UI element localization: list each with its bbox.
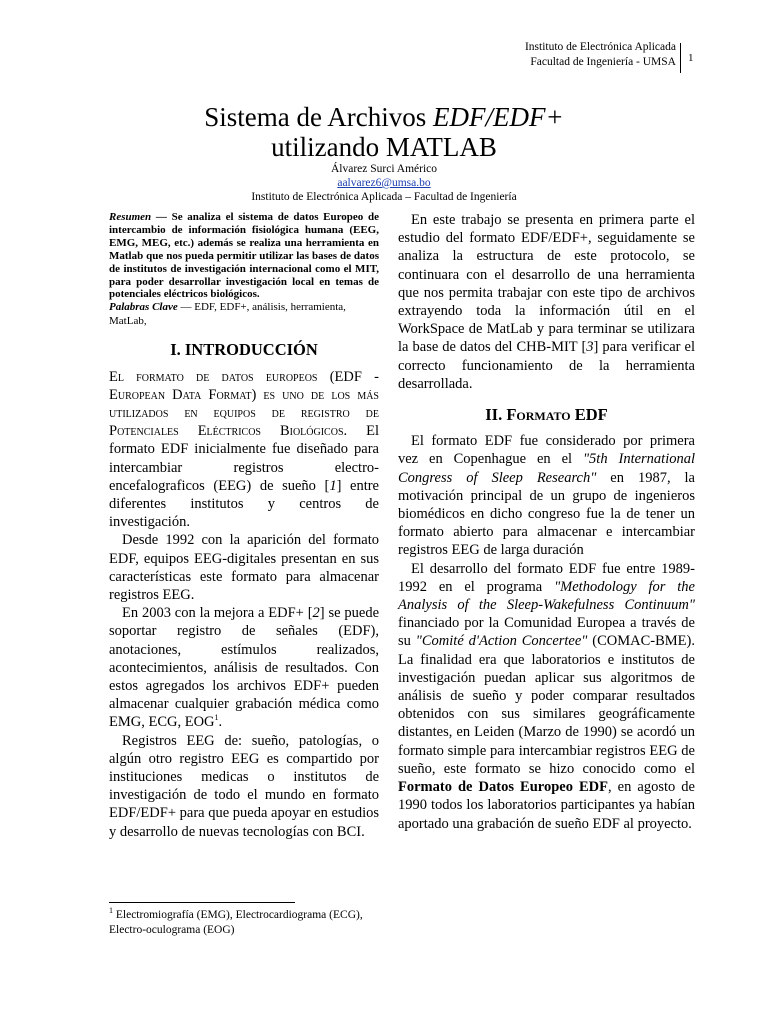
footnote-rule — [109, 902, 295, 903]
intro-paragraph-1 — [109, 368, 379, 532]
citation-1: 1 — [329, 477, 337, 494]
author-name: Álvarez Surci Américo — [330, 163, 437, 175]
section-heading-formato-edf — [398, 406, 695, 424]
edf-p2-text-b: financiado por la Comunidad Europea a través de su — [398, 615, 695, 650]
intro-smallcaps-lead: El formato de datos europeos (EDF - European Data Format) es uno de los más utilizados en equipos de registro de Potenciales Eléctricos Biológicos. — [109, 368, 379, 440]
abstract — [109, 211, 379, 301]
abstract-dash: — — [151, 211, 172, 223]
edf-p2-bold: Formato de Datos Europeo EDF — [398, 779, 608, 796]
running-header — [470, 40, 676, 70]
header-divider — [680, 43, 681, 73]
right-intro-text-a: En este trabajo se presenta en primera parte el estudio del formato EDF/EDF+, seguidamente se analiza la estructura de este protocolo, se continuara con el desarrollo de una herramienta que nos permita trabajar con este tipo de archivos extrayendo toda la información útil en el WorkSpace de MatLab y para terminar se utilizara la base de datos del CHB-MIT [ — [398, 212, 695, 356]
title-italic: EDF/EDF+ — [433, 102, 564, 132]
title-part1: Sistema de Archivos — [204, 102, 434, 132]
keywords-dash: — — [177, 301, 195, 314]
section2-smallcaps: Formato — [506, 405, 571, 425]
edf-p1-text-b: en 1987, la motivación principal de un grupo de ingenieros biomédicos en dicho congreso fue la de tener un formato abierto para almacenar e intercambiar registros EEG de larga duración — [398, 469, 695, 559]
footnote-number: 1 — [109, 906, 113, 916]
intro-p1-text-b: ] entre diferentes institutos y centros de investigación. — [109, 477, 379, 531]
keywords-label: Palabras Clave — [109, 301, 178, 314]
edf-p1-italic: "5th International Congress of Sleep Research" — [398, 451, 696, 486]
edf-p2-text-d: , en agosto de 1990 todos los laboratorios participantes ya habían aportado una grabación de sueño EDF al proyecto. — [398, 779, 695, 832]
citation-2: 2 — [312, 605, 320, 622]
intro-p1-text-a: El formato EDF inicialmente fue diseñado para intercambiar registros electro-encefalograficos (EEG) de sueño [ — [109, 423, 379, 494]
intro-p3-text-c: . — [218, 714, 223, 731]
page-number: 1 — [688, 52, 694, 64]
intro-p3-text-b: ] se puede soportar registro de señales (EDF), anotaciones, estímulos realizados, acontecimientos, análisis de resultados. Con estos agregados los archivos EDF+ pueden almacenar cualquier grabación médica como EMG, ECG, EOG — [109, 605, 380, 731]
abstract-text: Se analiza el sistema de datos Europeo de intercambio de información fisiológica humana (EEG, EMG, MEG, etc.) además se realiza una herramienta en Matlab que nos pueda permitir utilizar las bases de datos de institutos de investigación internacional como el MIT, para poder desarrollar investigación local en temas de potenciales eléctricos biológicos. — [109, 211, 380, 301]
footnote-marker: 1 — [214, 713, 219, 723]
edf-p2-italic-2: "Comité d'Action Concertee" — [415, 633, 588, 650]
abstract-label: Resumen — [109, 211, 152, 223]
right-column — [398, 211, 695, 833]
author-email-link[interactable]: aalvarez6@umsa.bo — [337, 177, 431, 189]
section2-number: II. — [485, 405, 507, 425]
right-intro-text-b: ] para verificar el correcto funcionamiento de la herramienta desarrollada. — [398, 339, 695, 392]
intro-paragraph-2: Desde 1992 con la aparición del formato EDF, equipos EEG-digitales presentan en sus características este formato para almacenar registros EEG. — [109, 532, 379, 603]
intro-paragraph-3 — [109, 604, 379, 731]
intro-p3-text-a: En 2003 con la mejora a EDF+ [ — [122, 605, 313, 622]
author-affiliation: Instituto de Electrónica Aplicada – Facultad de Ingeniería — [251, 191, 517, 203]
header-faculty: Facultad de Ingeniería - UMSA — [530, 56, 676, 68]
footnote — [109, 908, 379, 938]
edf-p2-text-c: (COMAC-BME). La finalidad era que laboratorios e institutos de investigación puedan aplicar sus algoritmos de análisis de sueño y poder comparar resultados obtenidos con sus similares geográficamente distantes, en Leiden (Marzo de 1990) se acordó un formato simple para intercambiar registros EEG de sueño, este formato se hizo conocido como el — [398, 633, 695, 777]
edf-p2-text-a: El desarrollo del formato EDF fue entre 1989-1992 en el programa — [398, 560, 695, 595]
section-heading-introduccion: I. INTRODUCCIÓN — [170, 340, 318, 360]
edf-p1-text-a: El formato EDF fue considerado por primera vez en Copenhague en el — [398, 433, 695, 468]
left-column — [109, 211, 379, 841]
edf-p2-italic-1: "Methodology for the Analysis of the Sleep-Wakefulness Continuum" — [398, 578, 695, 614]
author-block — [0, 162, 768, 204]
section2-rest: EDF — [570, 405, 608, 425]
keywords-text: EDF, EDF+, análisis, herramienta, MatLab, — [109, 301, 346, 327]
citation-3: 3 — [586, 339, 594, 356]
paper-title — [0, 102, 768, 162]
edf-paragraph-2 — [398, 560, 695, 833]
edf-paragraph-1 — [398, 432, 695, 559]
right-intro-paragraph — [398, 211, 695, 393]
header-institute: Instituto de Electrónica Aplicada — [524, 41, 676, 53]
footnote-text: Electromiografía (EMG), Electrocardiograma (ECG), Electro-oculograma (EOG) — [109, 909, 363, 936]
keywords — [109, 301, 379, 328]
intro-paragraph-4: Registros EEG de: sueño, patologías, o algún otro registro EEG es compartido por instituciones medicas o institutos de investigación de todo el mundo en formato EDF/EDF+ para que pueda apoyar en estudios y desarrollo de nuevas tecnologías con BCI. — [109, 732, 379, 840]
title-line2: utilizando MATLAB — [271, 132, 497, 162]
